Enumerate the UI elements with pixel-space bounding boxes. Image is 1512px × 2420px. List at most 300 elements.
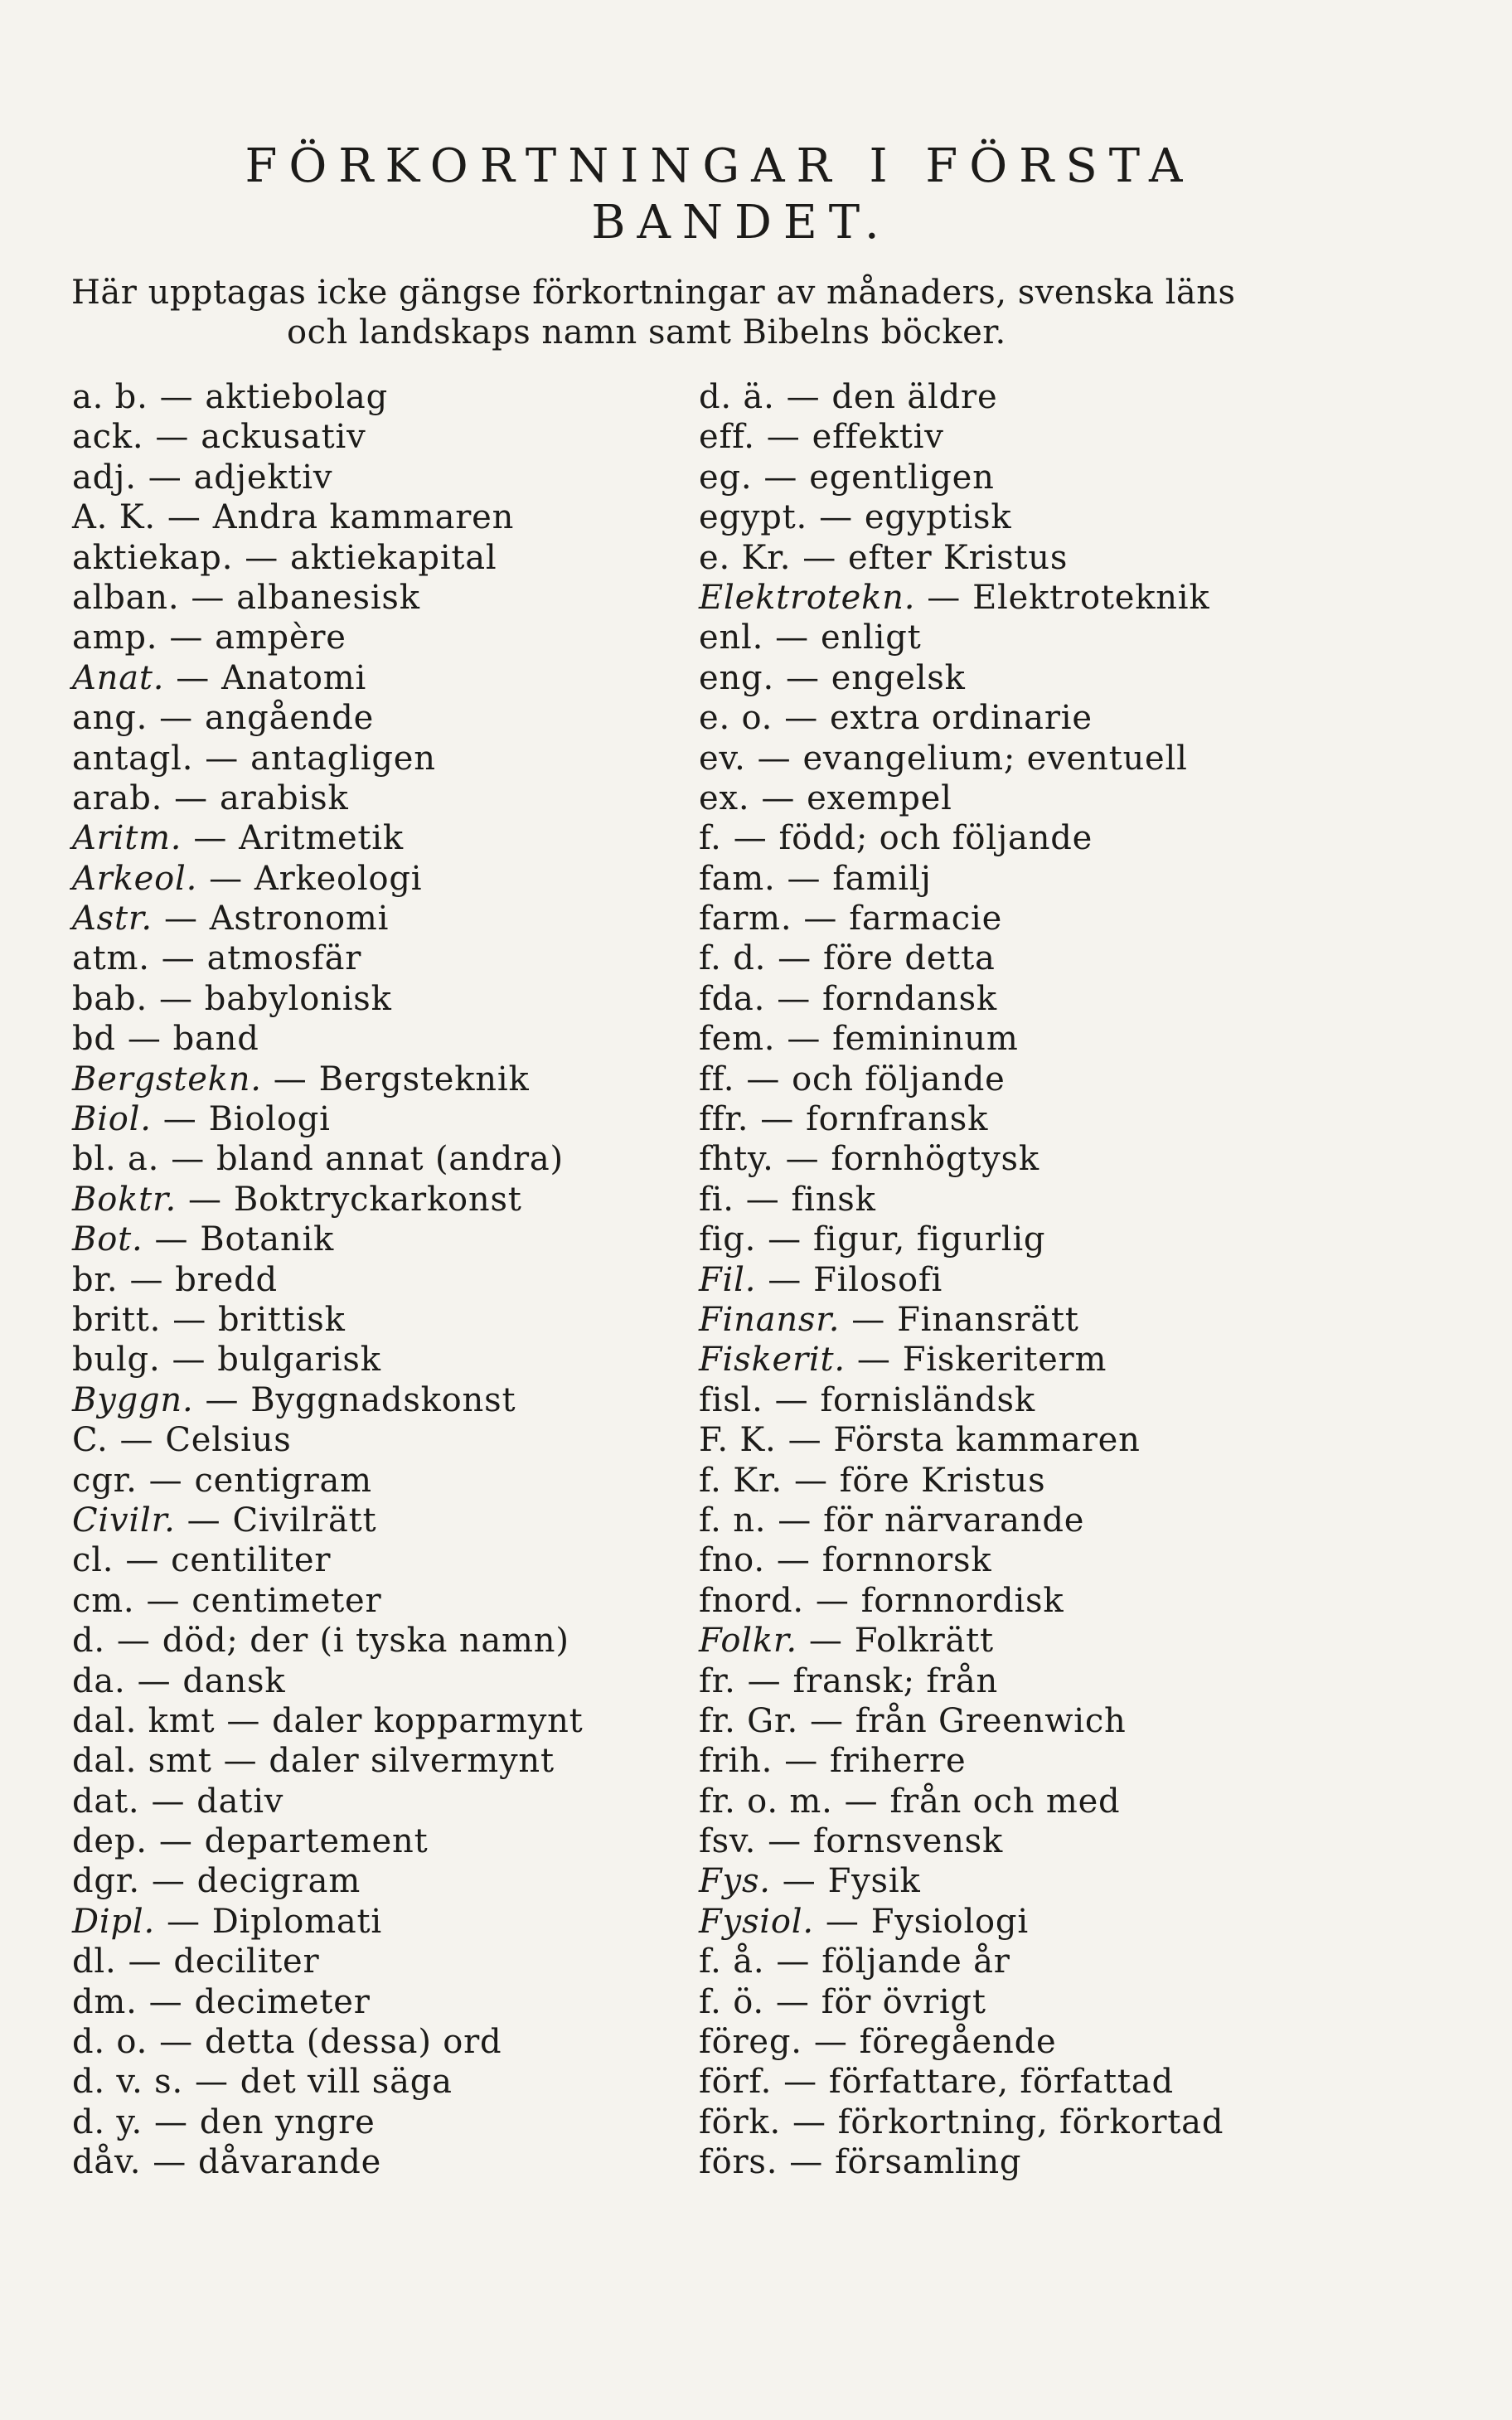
meaning: aktiebolag (205, 378, 388, 416)
abbreviation-list-right (699, 377, 1428, 2183)
em-dash: — (116, 1622, 151, 1661)
abbreviation: fsv. (699, 1822, 757, 1861)
em-dash: — (148, 458, 182, 497)
meaning: från Greenwich (855, 1701, 1127, 1740)
abbreviation: f. d. (699, 939, 767, 978)
abbreviation: Fysiol. (699, 1902, 814, 1941)
abbreviation: d. y. (72, 2102, 143, 2141)
abbreviation-entry (72, 1782, 669, 1821)
em-dash: — (205, 739, 240, 778)
meaning: extra ordinarie (830, 699, 1093, 738)
em-dash: — (808, 1622, 843, 1661)
meaning: departement (204, 1822, 429, 1861)
em-dash: — (226, 1701, 261, 1740)
abbreviation: f. ö. (699, 1982, 764, 2021)
em-dash: — (176, 658, 211, 697)
meaning: farmacie (849, 900, 1003, 938)
em-dash: — (209, 859, 243, 898)
em-dash: — (733, 819, 768, 858)
meaning: ampère (215, 618, 346, 657)
abbreviation-entry (699, 899, 1428, 938)
em-dash: — (763, 458, 798, 497)
em-dash: — (768, 1822, 802, 1861)
meaning: familj (832, 859, 932, 898)
abbreviation: Dipl. (72, 1902, 155, 1941)
em-dash: — (159, 2023, 193, 2062)
abbreviation-entry (699, 538, 1428, 578)
abbreviation: eg. (699, 458, 753, 497)
abbreviation-entry (72, 1340, 669, 1380)
abbreviation-entry (699, 1501, 1428, 1540)
abbreviation-entry (699, 1821, 1428, 1861)
abbreviation: dl. (72, 1942, 117, 1981)
meaning: död; der (i tyska namn) (162, 1622, 569, 1661)
em-dash: — (188, 1180, 222, 1219)
em-dash: — (819, 498, 853, 537)
abbreviation: dat. (72, 1782, 140, 1821)
em-dash: — (169, 618, 204, 657)
abbreviation-entry (699, 1540, 1428, 1580)
em-dash: — (125, 1541, 160, 1580)
meaning: decimeter (194, 1982, 371, 2021)
meaning: centiliter (171, 1541, 332, 1580)
abbreviation: fisl. (699, 1380, 763, 1419)
abbreviation: ack. (72, 418, 144, 457)
em-dash: — (815, 1581, 850, 1620)
meaning: daler kopparmynt (272, 1701, 584, 1740)
em-dash: — (786, 378, 821, 416)
meaning: före detta (822, 939, 996, 978)
meaning: brittisk (218, 1300, 346, 1339)
em-dash: — (778, 1501, 812, 1540)
abbreviation: arab. (72, 778, 163, 817)
meaning: det vill säga (240, 2063, 453, 2102)
page-title-line-1: FÖRKORTNINGAR I FÖRSTA (245, 139, 1195, 193)
em-dash: — (172, 1341, 206, 1380)
abbreviation-entry (699, 1902, 1428, 1942)
abbreviation: fam. (699, 859, 776, 898)
abbreviation: Arkeol. (72, 859, 198, 898)
em-dash: — (166, 1902, 201, 1941)
abbreviation-entry (72, 1060, 669, 1099)
meaning: Celsius (165, 1421, 292, 1460)
abbreviation: dgr. (72, 1862, 140, 1901)
abbreviation: fnord. (699, 1581, 804, 1620)
em-dash: — (844, 1782, 879, 1821)
abbreviation-entry (72, 1741, 669, 1781)
abbreviation-entry (72, 1180, 669, 1220)
abbreviation-entry (699, 1340, 1428, 1380)
abbreviation: bulg. (72, 1341, 161, 1380)
abbreviation-entry (72, 1220, 669, 1259)
meaning: Anatomi (221, 658, 367, 697)
meaning: Första kammaren (833, 1421, 1141, 1460)
abbreviation-entry (72, 818, 669, 858)
em-dash: — (155, 418, 190, 457)
meaning: för närvarande (823, 1501, 1085, 1540)
abbreviation: br. (72, 1260, 119, 1299)
em-dash: — (159, 378, 194, 416)
abbreviation-entry (699, 2102, 1428, 2142)
abbreviation-entry (699, 1661, 1428, 1701)
abbreviation: e. Kr. (699, 538, 792, 577)
abbreviation: farm. (699, 900, 792, 938)
abbreviation-entry (72, 1300, 669, 1340)
abbreviation: eff. (699, 418, 755, 457)
abbreviation-entry (699, 979, 1428, 1019)
meaning: fornisländsk (820, 1380, 1035, 1419)
abbreviation-entry (72, 859, 669, 899)
abbreviation-entry (699, 1060, 1428, 1099)
em-dash: — (784, 699, 819, 738)
abbreviation-entry (699, 938, 1428, 978)
em-dash: — (172, 1300, 206, 1339)
abbreviation-entry (699, 2062, 1428, 2102)
abbreviation-entry (699, 1139, 1428, 1179)
em-dash: — (792, 2102, 826, 2141)
em-dash: — (785, 1140, 820, 1179)
em-dash: — (803, 900, 838, 938)
abbreviation-entry (72, 1139, 669, 1179)
abbreviation-entry (72, 1461, 669, 1501)
meaning: Fysiologi (870, 1902, 1029, 1941)
abbreviation: antagl. (72, 739, 194, 778)
meaning: femininum (832, 1020, 1019, 1059)
em-dash: — (757, 739, 792, 778)
abbreviation: da. (72, 1661, 126, 1700)
meaning: fornsvensk (812, 1822, 1004, 1861)
abbreviation-entry (72, 1701, 669, 1741)
meaning: den yngre (199, 2102, 376, 2141)
meaning: friherre (830, 1742, 967, 1781)
intro-text-line-1: Här upptagas icke gängse förkortningar av månaders, svenska läns (71, 274, 1236, 312)
abbreviation: bd (72, 1020, 116, 1059)
abbreviation-entry (699, 1380, 1428, 1420)
abbreviation: atm. (72, 939, 150, 978)
abbreviation: C. (72, 1421, 109, 1460)
abbreviation: bl. a. (72, 1140, 160, 1179)
meaning: angående (204, 699, 375, 738)
meaning: Astronomi (209, 900, 390, 938)
em-dash: — (787, 1020, 821, 1059)
meaning: finsk (791, 1180, 876, 1219)
meaning: Fiskeriterm (902, 1341, 1107, 1380)
abbreviation: e. o. (699, 699, 773, 738)
em-dash: — (245, 538, 279, 577)
abbreviation: förk. (699, 2102, 781, 2141)
abbreviation: adj. (72, 458, 137, 497)
abbreviation: Fiskerit. (699, 1341, 846, 1380)
em-dash: — (851, 1300, 886, 1339)
meaning: centigram (194, 1461, 372, 1500)
meaning: Boktryckarkonst (233, 1180, 522, 1219)
meaning: deciliter (173, 1942, 320, 1981)
em-dash: — (205, 1380, 240, 1419)
abbreviation-entry (72, 1380, 669, 1420)
abbreviation-entry (699, 739, 1428, 778)
em-dash: — (194, 2063, 229, 2102)
abbreviation: f. Kr. (699, 1461, 783, 1500)
intro-text-line-2: och landskaps namn samt Bibelns böcker. (287, 313, 1006, 352)
em-dash: — (127, 1020, 162, 1059)
abbreviation: ex. (699, 778, 750, 817)
em-dash: — (163, 900, 198, 938)
abbreviation-entry (72, 578, 669, 618)
abbreviation: förs. (699, 2143, 778, 2182)
abbreviation-entry (72, 1821, 669, 1861)
meaning: fransk; från (792, 1661, 999, 1700)
meaning: dansk (182, 1661, 286, 1700)
abbreviation-entry (72, 938, 669, 978)
abbreviation-entry (699, 658, 1428, 698)
em-dash: — (777, 979, 811, 1018)
em-dash: — (856, 1341, 891, 1380)
meaning: Arkeologi (254, 859, 423, 898)
meaning: Botanik (200, 1220, 335, 1259)
meaning: bland annat (andra) (216, 1140, 564, 1179)
em-dash: — (774, 1380, 809, 1419)
em-dash: — (174, 778, 208, 817)
em-dash: — (927, 578, 962, 617)
meaning: band (172, 1020, 259, 1059)
abbreviation-entry (72, 2062, 669, 2102)
abbreviation-entry (699, 1461, 1428, 1501)
abbreviation-entry (699, 818, 1428, 858)
abbreviation: fno. (699, 1541, 765, 1580)
abbreviation: f. å. (699, 1942, 765, 1981)
meaning: adjektiv (193, 458, 333, 497)
em-dash: — (158, 1822, 193, 1861)
abbreviation-entry (72, 2022, 669, 2062)
abbreviation: fi. (699, 1180, 734, 1219)
abbreviation: d. v. s. (72, 2063, 183, 2102)
abbreviation: ff. (699, 1060, 735, 1098)
meaning: antagligen (250, 739, 436, 778)
abbreviation: föreg. (699, 2023, 802, 2062)
abbreviation: ffr. (699, 1100, 749, 1139)
em-dash: — (148, 1461, 183, 1500)
em-dash: — (783, 2063, 817, 2102)
abbreviation: f. (699, 819, 722, 858)
meaning: atmosfär (206, 939, 362, 978)
abbreviation: förf. (699, 2063, 773, 2102)
abbreviation-entry (72, 618, 669, 657)
meaning: Bergsteknik (318, 1060, 530, 1098)
meaning: engelsk (831, 658, 966, 697)
meaning: ackusativ (201, 418, 366, 457)
em-dash: — (191, 578, 225, 617)
meaning: aktiekapital (290, 538, 497, 577)
em-dash: — (151, 1862, 186, 1901)
em-dash: — (193, 819, 228, 858)
meaning: forndansk (822, 979, 997, 1018)
abbreviation-entry (72, 658, 669, 698)
abbreviation-entry (699, 698, 1428, 738)
em-dash: — (747, 1661, 782, 1700)
meaning: fornhögtysk (831, 1140, 1040, 1179)
abbreviation: fda. (699, 979, 766, 1018)
em-dash: — (809, 1701, 844, 1740)
em-dash: — (171, 1140, 206, 1179)
em-dash: — (154, 2102, 188, 2141)
abbreviation-entry (72, 497, 669, 537)
em-dash: — (775, 1982, 810, 2021)
abbreviation: Anat. (72, 658, 165, 697)
abbreviation: Elektrotekn. (699, 578, 916, 617)
meaning: Fysik (827, 1862, 921, 1901)
abbreviation: Fys. (699, 1862, 771, 1901)
abbreviation: Fil. (699, 1260, 757, 1299)
meaning: evangelium; eventuell (802, 739, 1188, 778)
meaning: egentligen (809, 458, 995, 497)
em-dash: — (129, 1260, 164, 1299)
em-dash: — (167, 498, 201, 537)
abbreviation: eng. (699, 658, 774, 697)
meaning: församling (835, 2143, 1022, 2182)
meaning: exempel (807, 778, 952, 817)
em-dash: — (746, 1060, 781, 1098)
meaning: och följande (792, 1060, 1006, 1098)
abbreviation-entry (699, 859, 1428, 899)
abbreviation: ang. (72, 699, 148, 738)
em-dash: — (154, 1220, 189, 1259)
abbreviation: d. o. (72, 2023, 148, 2062)
abbreviation-entry (72, 1260, 669, 1300)
abbreviation: Civilr. (72, 1501, 176, 1540)
meaning: centimeter (191, 1581, 382, 1620)
meaning: från och med (889, 1782, 1121, 1821)
abbreviation: A. K. (72, 498, 156, 537)
em-dash: — (159, 699, 193, 738)
em-dash: — (158, 979, 193, 1018)
meaning: enligt (820, 618, 922, 657)
abbreviation-entry (72, 417, 669, 457)
abbreviation: ev. (699, 739, 746, 778)
abbreviation: alban. (72, 578, 180, 617)
meaning: bulgarisk (217, 1341, 381, 1380)
meaning: fornnordisk (860, 1581, 1064, 1620)
abbreviation-entry (699, 1741, 1428, 1781)
abbreviation-entry (699, 377, 1428, 417)
abbreviation-entry (72, 1420, 669, 1460)
abbreviation: aktiekap. (72, 538, 234, 577)
abbreviation: dal. kmt (72, 1701, 216, 1740)
meaning: figur, figurlig (812, 1220, 1046, 1259)
meaning: albanesisk (236, 578, 420, 617)
abbreviation: amp. (72, 618, 158, 657)
abbreviation-entry (72, 1540, 669, 1580)
em-dash: — (119, 1421, 154, 1460)
abbreviation: Folkr. (699, 1622, 797, 1661)
abbreviation-entry (699, 1420, 1428, 1460)
meaning: Filosofi (813, 1260, 943, 1299)
meaning: fornfransk (806, 1100, 989, 1139)
abbreviation-entry (72, 739, 669, 778)
abbreviation: Astr. (72, 900, 153, 938)
em-dash: — (146, 1581, 181, 1620)
abbreviation-entry (72, 1942, 669, 1981)
meaning: efter Kristus (848, 538, 1069, 577)
abbreviation-entry (72, 1982, 669, 2022)
abbreviation-entry (699, 1861, 1428, 1901)
meaning: daler silvermynt (269, 1742, 555, 1781)
em-dash: — (776, 1942, 811, 1981)
abbreviation-entry (699, 1782, 1428, 1821)
abbreviation-entry (72, 1019, 669, 1059)
em-dash: — (151, 1782, 186, 1821)
abbreviation-entry (699, 778, 1428, 818)
abbreviation-entry (72, 2102, 669, 2142)
meaning: före Kristus (839, 1461, 1046, 1500)
meaning: Byggnadskonst (250, 1380, 516, 1419)
meaning: förkortning, förkortad (837, 2102, 1224, 2141)
abbreviation-entry (699, 1581, 1428, 1621)
abbreviation: Biol. (72, 1100, 152, 1139)
meaning: för övrigt (821, 1982, 986, 2021)
abbreviation: dal. smt (72, 1742, 212, 1781)
em-dash: — (802, 538, 837, 577)
abbreviation: Byggn. (72, 1380, 194, 1419)
abbreviation: Bot. (72, 1220, 143, 1259)
em-dash: — (273, 1060, 308, 1098)
abbreviation: dåv. (72, 2143, 142, 2182)
em-dash: — (766, 418, 801, 457)
em-dash: — (787, 859, 821, 898)
em-dash: — (782, 1862, 817, 1901)
em-dash: — (162, 1100, 197, 1139)
em-dash: — (128, 1942, 162, 1981)
abbreviation-entry (72, 979, 669, 1019)
abbreviation: fhty. (699, 1140, 774, 1179)
meaning: effektiv (812, 418, 944, 457)
meaning: föregående (859, 2023, 1057, 2062)
abbreviation-entry (72, 538, 669, 578)
abbreviation: dm. (72, 1982, 138, 2021)
abbreviation: fig. (699, 1220, 757, 1259)
meaning: Biologi (208, 1100, 331, 1139)
abbreviation-entry (699, 578, 1428, 618)
em-dash: — (789, 2143, 824, 2182)
abbreviation-entry (72, 899, 669, 938)
meaning: detta (dessa) ord (204, 2023, 502, 2062)
em-dash: — (745, 1180, 780, 1219)
abbreviation: fr. o. m. (699, 1782, 833, 1821)
abbreviation-entry (699, 618, 1428, 657)
em-dash: — (137, 1661, 172, 1700)
em-dash: — (161, 939, 196, 978)
meaning: decigram (196, 1862, 361, 1901)
abbreviation-entry (699, 1621, 1428, 1661)
em-dash: — (768, 1220, 802, 1259)
abbreviation-entry (72, 1621, 669, 1661)
meaning: Folkrätt (854, 1622, 994, 1661)
abbreviation: dep. (72, 1822, 148, 1861)
abbreviation-entry (72, 698, 669, 738)
meaning: Elektroteknik (972, 578, 1210, 617)
abbreviation-entry (699, 2142, 1428, 2182)
abbreviation-entry (699, 1099, 1428, 1139)
abbreviation-entry (699, 458, 1428, 497)
abbreviation: Bergstekn. (72, 1060, 262, 1098)
abbreviation: cgr. (72, 1461, 138, 1500)
abbreviation-entry (72, 1661, 669, 1701)
em-dash: — (784, 1742, 819, 1781)
abbreviation: d. (72, 1622, 105, 1661)
abbreviation-entry (72, 1861, 669, 1901)
em-dash: — (153, 2143, 187, 2182)
em-dash: — (776, 1541, 811, 1580)
meaning: Civilrätt (232, 1501, 377, 1540)
